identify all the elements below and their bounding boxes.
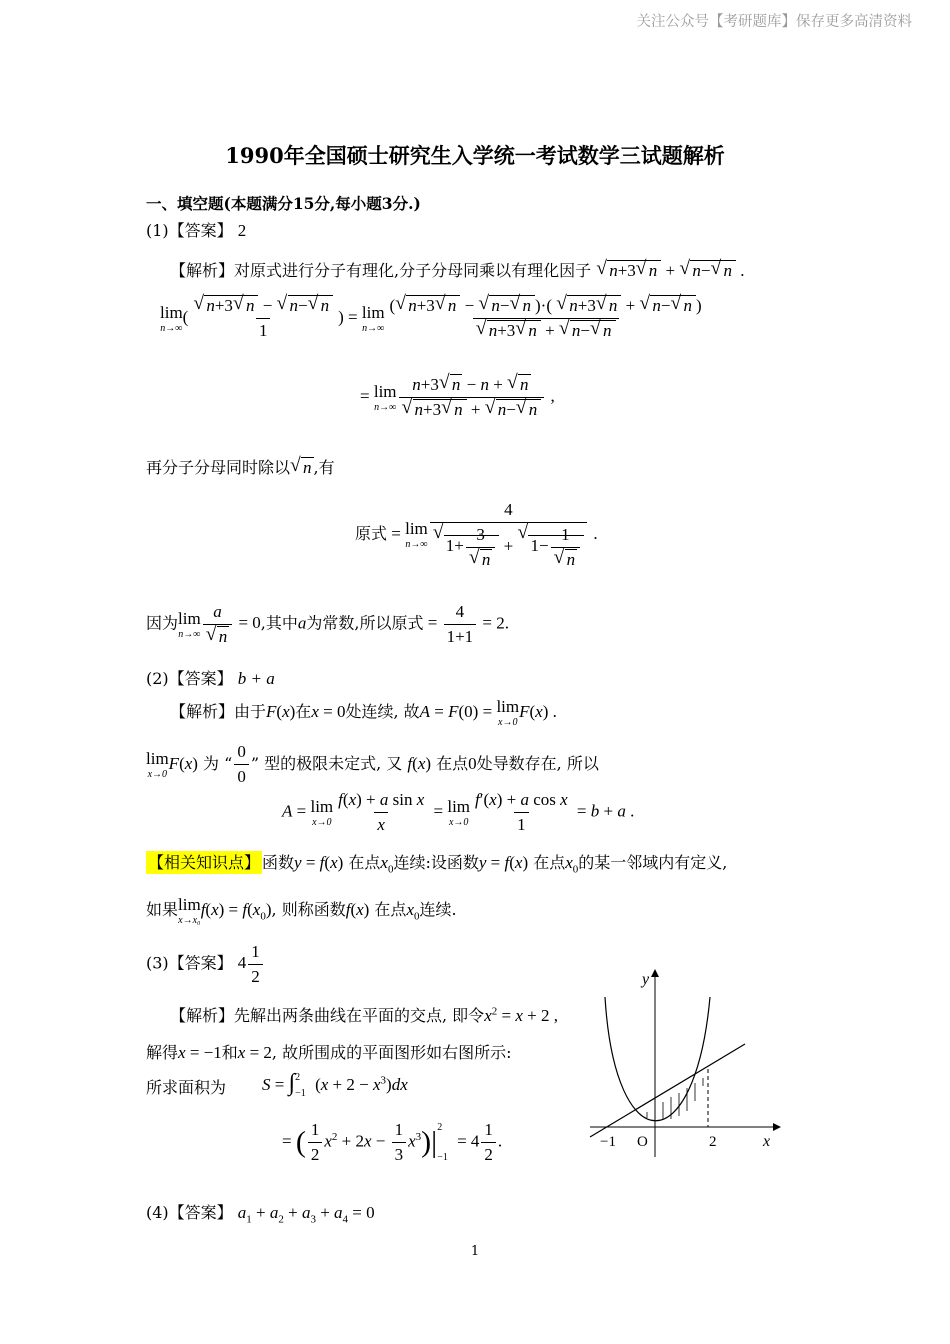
q1-equation-2: = lim n→∞ n+3 √ n − n + √ n √ n+3 √ n + √ n− √ n , [360, 372, 555, 419]
q2-knowledge: 【相关知识点】 函数y = f(x) 在点$x_0$连续:设函数y = f(x) 在点$x_0$的某一邻域内有定义, [148, 853, 728, 876]
page-number: 1 [470, 1244, 480, 1259]
q1-equation-1: lim n→∞ ( √ n+3 √ n − √ n− √ n 1 ) = lim n→∞ ( √ n+3 √ n − √ n− √ n )·( √ n+3 √ n + √ n− √ n ) √ n+3 √ n + √ n− √ n [160, 293, 702, 340]
q2-analysis: 【解析】由于F(x)在x = 0处连续, 故A = F(0) = lim x→0 F(x) . [170, 697, 557, 728]
watermark: 关注公众号【考研题库】保存更多高清资料 [636, 14, 912, 30]
origin-label: O [637, 1134, 648, 1150]
q2-equation: A = lim x→0 $\frac{\text{f(x) + a sin x}}{x}$ = lim x→0 $\frac{\text{f′(x) + a cos x}}{1}$ = b + a . [282, 790, 635, 834]
q1-answer: (1)【答案】 2 [146, 221, 247, 240]
q2-knowledge-2: 如果lim x→x₀ $f(x) = f(x_0)$, 则称函数f(x) 在点$x_0$连续. [146, 895, 457, 926]
q4-answer: (4)【答案】 $a_1 + a_2 + a_3 + a_4 = 0$ [146, 1203, 375, 1226]
q3-answer: (3)【答案】 4 $\frac{1}{2}$ [146, 942, 265, 987]
two-label: 2 [709, 1134, 717, 1150]
knowledge-highlight: 【相关知识点】 [148, 853, 261, 872]
q3-solve: 解得x = −1和x = 2, 故所围成的平面图形如右图所示: [146, 1043, 512, 1062]
area-graph [585, 962, 790, 1162]
q2-limit-form: lim x→0 F(x) 为 “ $\frac{0}{0}$ ” 型的极限未定式, 又 f(x) 在点0处导数存在, 所以 [146, 742, 599, 786]
x-label: x [763, 1133, 771, 1150]
q1-step: 再分子分母同时除以 √ n ,有 [146, 455, 335, 477]
q3-area: 所求面积为 [146, 1078, 227, 1097]
q1-analysis: 【解析】对原式进行分子有理化,分子分母同乘以有理化因子 √ n+3 √ n + √ n− √ n . [170, 258, 745, 280]
section-heading: 一、填空题(本题满分15分,每小题3分.) [146, 194, 421, 213]
q2-answer: (2)【答案】 b + a [146, 669, 275, 688]
y-label: y [642, 971, 650, 988]
parabola [605, 997, 710, 1121]
q1-conclusion: 因为lim n→∞ a √ n = 0,其中a为常数,所以原式 = $\frac{4}{1+1}$ = 2. [146, 602, 509, 646]
q3-integral-1: S = ∫$^2_{-1}$ $(x + 2 - x^3)dx$ [262, 1070, 408, 1099]
page-title: 1990年全国硕士研究生入学统一考试数学三试题解析 [225, 143, 725, 168]
q3-analysis: 【解析】先解出两条曲线在平面的交点, 即令$x^2 = x + 2$ , [170, 1005, 558, 1025]
q1-equation-3: 原式 = lim n→∞ 4 √ 1+ 3 √ n + √ 1− 1 √ n . [355, 500, 598, 569]
neg-one-label: −1 [600, 1134, 616, 1150]
q3-integral-2: = ( $\frac{1}{2}$ $x^2 + 2x$ − $\frac{1}{3}$ $x^3)|^2_{-1} = 4$ $\frac{1}{2}$ . [282, 1120, 503, 1164]
